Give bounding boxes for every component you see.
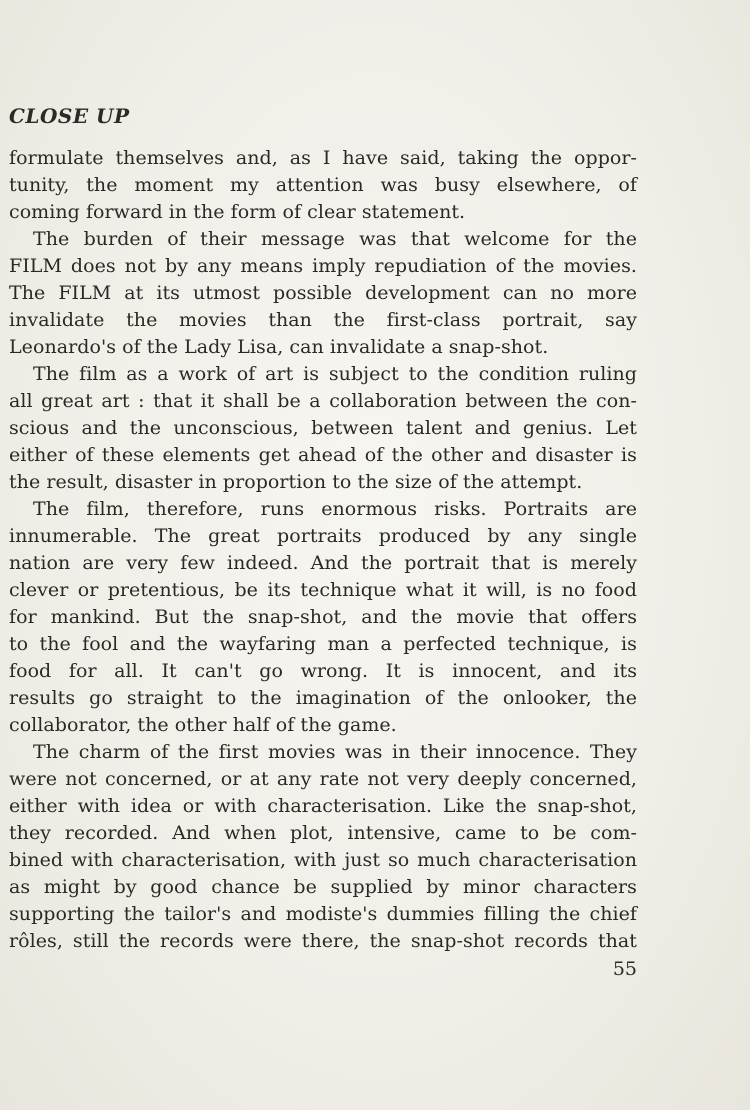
running-head: CLOSE UP [9, 104, 130, 128]
text-line: to the fool and the wayfaring man a perfected technique, is [9, 633, 637, 655]
text-line: invalidate the movies than the first-class portrait, say [9, 309, 637, 331]
text-line: either with idea or with characterisation. Like the snap-shot, [9, 795, 637, 817]
text-line: food for all. It can't go wrong. It is innocent, and its [9, 660, 637, 682]
text-line: scious and the unconscious, between talent and genius. Let [9, 417, 637, 439]
body-text [9, 145, 637, 955]
text-line: formulate themselves and, as I have said, taking the oppor- [9, 147, 637, 169]
text-line: collaborator, the other half of the game. [9, 714, 397, 736]
text-line: tunity, the moment my attention was busy elsewhere, of [9, 174, 637, 196]
text-line: FILM does not by any means imply repudiation of the movies. [9, 255, 637, 277]
paragraph-4 [9, 496, 637, 739]
paragraph-3 [9, 361, 637, 496]
text-line: all great art : that it shall be a collaboration between the con- [9, 390, 637, 412]
text-line: The FILM at its utmost possible development can no more [9, 282, 637, 304]
text-line: innumerable. The great portraits produced by any single [9, 525, 637, 547]
text-line: Leonardo's of the Lady Lisa, can invalidate a snap-shot. [9, 336, 549, 358]
text-line: bined with characterisation, with just so much characterisation [9, 849, 637, 871]
text-line: results go straight to the imagination of the onlooker, the [9, 687, 637, 709]
text-line: The burden of their message was that welcome for the [33, 228, 637, 250]
text-line: for mankind. But the snap-shot, and the movie that offers [9, 606, 637, 628]
text-line: coming forward in the form of clear statement. [9, 201, 466, 223]
text-line: clever or pretentious, be its technique what it will, is no food [9, 579, 637, 601]
text-line: The film as a work of art is subject to the condition ruling [33, 363, 637, 385]
page-number: 55 [612, 958, 637, 980]
paragraph-5 [9, 739, 637, 955]
text-line: nation are very few indeed. And the portrait that is merely [9, 552, 637, 574]
text-line: rôles, still the records were there, the snap-shot records that [9, 930, 637, 952]
text-line: they recorded. And when plot, intensive, came to be com- [9, 822, 637, 844]
text-line: the result, disaster in proportion to the size of the attempt. [9, 471, 583, 493]
text-line: as might by good chance be supplied by minor characters [9, 876, 637, 898]
text-line: were not concerned, or at any rate not very deeply concerned, [9, 768, 637, 790]
text-line: The charm of the first movies was in their innocence. They [33, 741, 637, 763]
paragraph-1 [9, 145, 637, 226]
paragraph-2 [9, 226, 637, 361]
text-line: The film, therefore, runs enormous risks. Portraits are [33, 498, 637, 520]
text-line: supporting the tailor's and modiste's dummies filling the chief [9, 903, 637, 925]
text-line: either of these elements get ahead of the other and disaster is [9, 444, 637, 466]
